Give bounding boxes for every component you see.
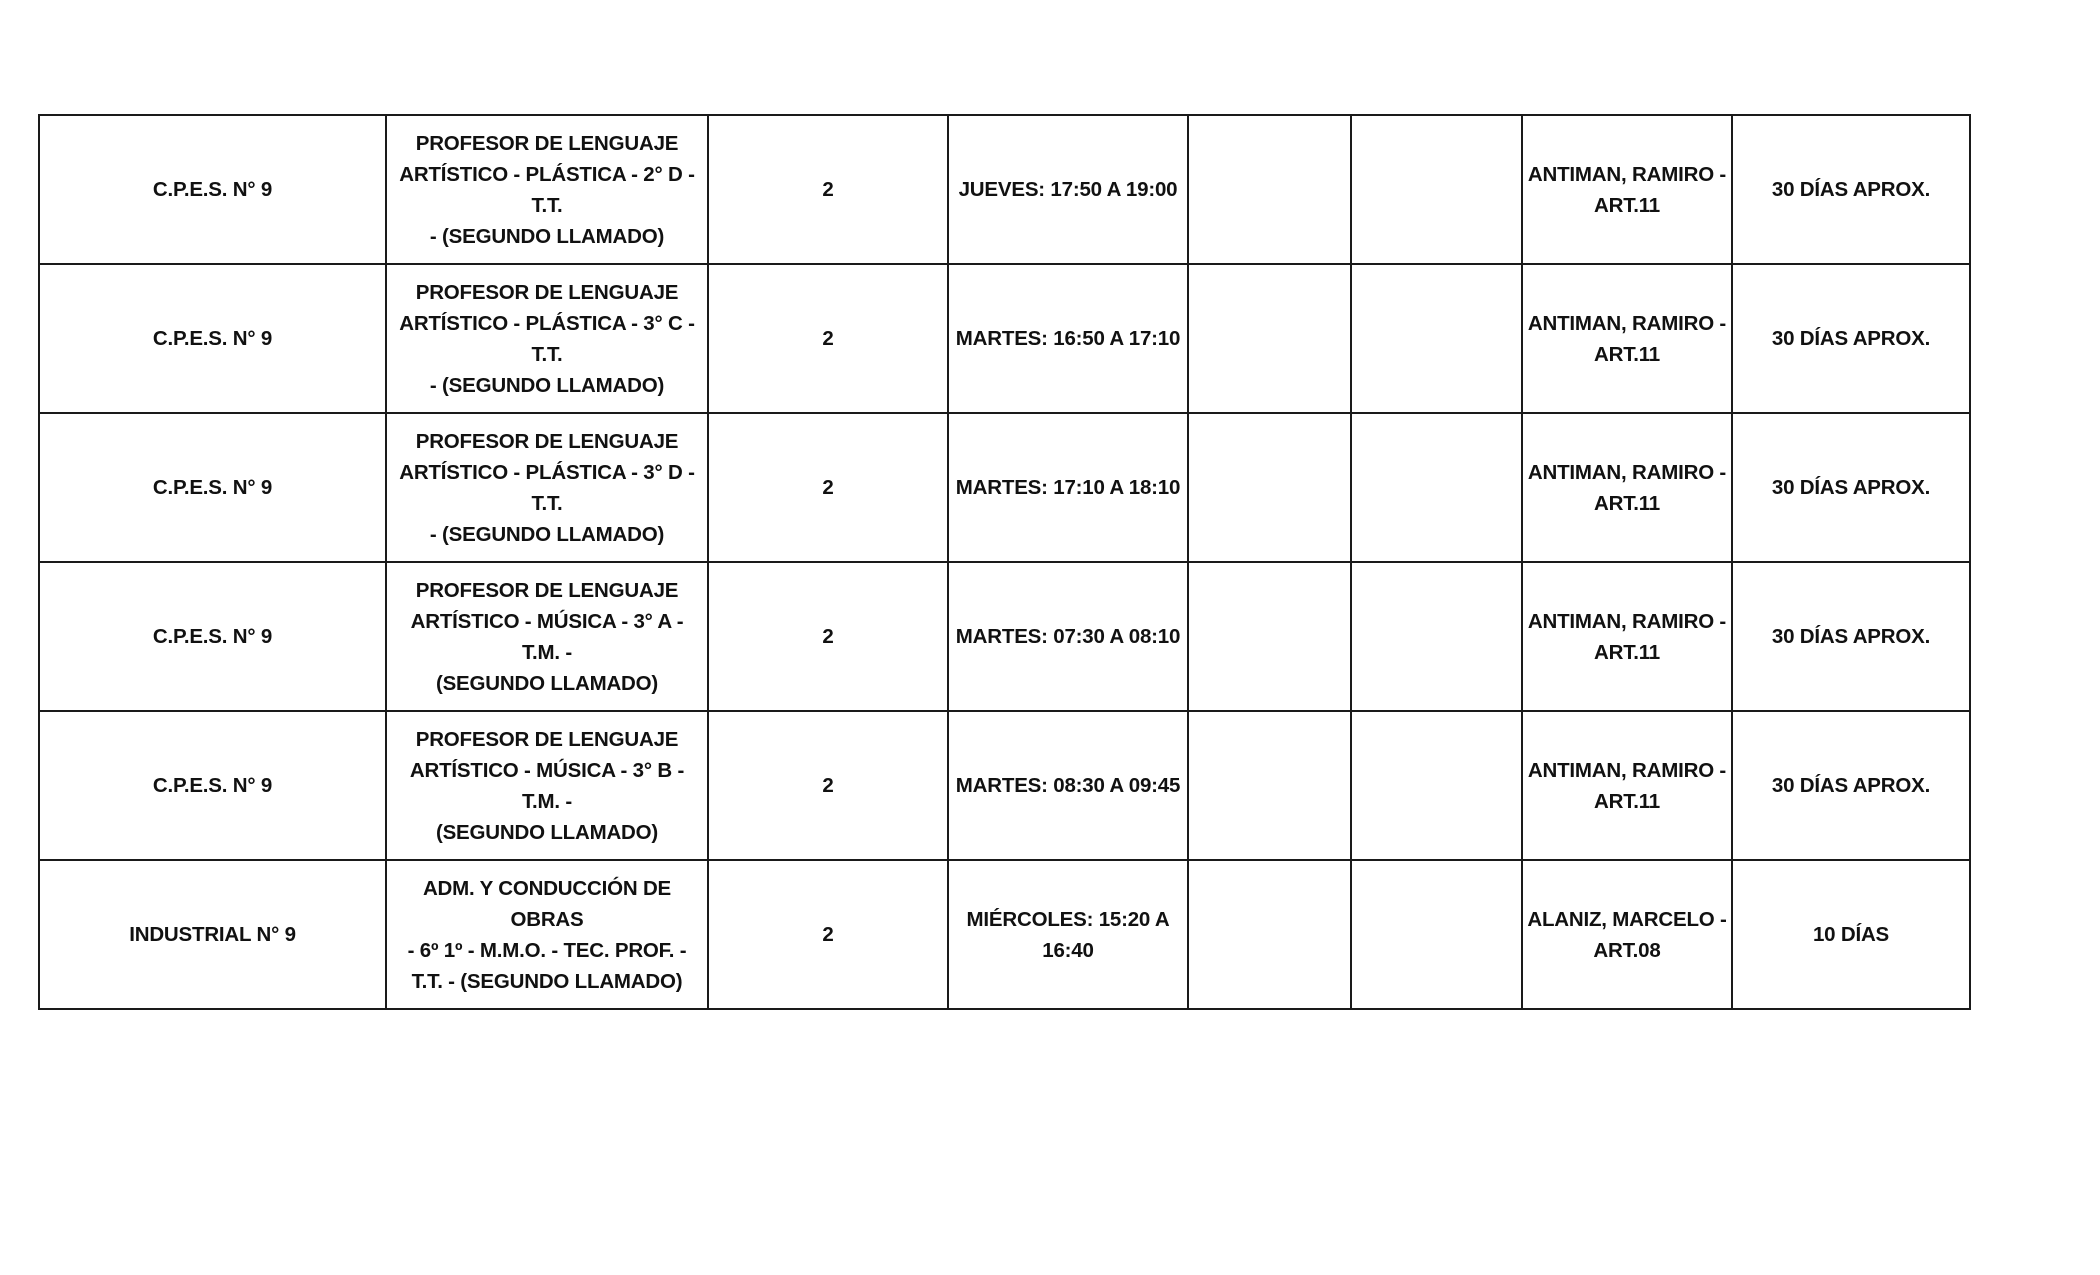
hours-cell: 2 (708, 413, 948, 562)
position-line: (SEGUNDO LLAMADO) (435, 820, 659, 844)
table-row (39, 413, 1970, 562)
position-line: - (SEGUNDO LLAMADO) (429, 373, 665, 397)
empty-cell (1351, 264, 1522, 413)
position-line: ADM. Y CONDUCCIÓN DE OBRAS (422, 876, 672, 931)
school-cell: INDUSTRIAL N° 9 (39, 860, 386, 1009)
vacancies-table (38, 114, 1971, 1010)
table-row (39, 264, 1970, 413)
replaced-teacher-cell (1522, 413, 1732, 562)
position-line: (SEGUNDO LLAMADO) (435, 671, 659, 695)
position-cell (386, 264, 708, 413)
position-line: ARTÍSTICO - PLÁSTICA - 2° D - T.T. (399, 162, 695, 217)
empty-cell (1351, 711, 1522, 860)
replaced-line: ANTIMAN, RAMIRO - (1527, 609, 1727, 633)
schedule-cell (948, 264, 1188, 413)
schedule-line: MARTES: 16:50 A 17:10 (955, 327, 1181, 350)
hours-cell: 2 (708, 860, 948, 1009)
position-line: ARTÍSTICO - PLÁSTICA - 3° D - T.T. (399, 460, 695, 515)
duration-cell: 30 DÍAS APROX. (1732, 264, 1970, 413)
duration-cell: 30 DÍAS APROX. (1732, 413, 1970, 562)
empty-cell (1351, 115, 1522, 264)
replaced-teacher-cell (1522, 115, 1732, 264)
schedule-cell (948, 413, 1188, 562)
duration-cell: 30 DÍAS APROX. (1732, 562, 1970, 711)
position-line: - 6º 1º - M.M.O. - TEC. PROF. - (407, 938, 687, 962)
empty-cell (1351, 860, 1522, 1009)
schedule-line: MARTES: 17:10 A 18:10 (955, 476, 1181, 499)
replaced-line: ANTIMAN, RAMIRO - (1527, 162, 1727, 186)
table-row (39, 711, 1970, 860)
replaced-line: ART.11 (1593, 193, 1661, 217)
position-line: ARTÍSTICO - MÚSICA - 3° A - T.M. - (410, 609, 684, 664)
position-line: - (SEGUNDO LLAMADO) (429, 224, 665, 248)
empty-cell (1188, 115, 1351, 264)
position-cell (386, 413, 708, 562)
empty-cell (1188, 413, 1351, 562)
duration-cell: 10 DÍAS (1732, 860, 1970, 1009)
hours-cell: 2 (708, 711, 948, 860)
position-line: T.T. - (SEGUNDO LLAMADO) (411, 969, 683, 993)
schedule-cell (948, 562, 1188, 711)
replaced-line: ANTIMAN, RAMIRO - (1527, 758, 1727, 782)
duration-cell: 30 DÍAS APROX. (1732, 711, 1970, 860)
position-cell (386, 562, 708, 711)
position-line: PROFESOR DE LENGUAJE (415, 280, 679, 304)
position-cell (386, 115, 708, 264)
replaced-line: ART.08 (1593, 938, 1661, 962)
table-row (39, 115, 1970, 264)
school-cell: C.P.E.S. N° 9 (39, 413, 386, 562)
position-line: ARTÍSTICO - PLÁSTICA - 3° C - T.T. (399, 311, 695, 366)
replaced-line: ANTIMAN, RAMIRO - (1527, 460, 1727, 484)
school-cell: C.P.E.S. N° 9 (39, 115, 386, 264)
hours-cell: 2 (708, 115, 948, 264)
position-line: - (SEGUNDO LLAMADO) (429, 522, 665, 546)
empty-cell (1188, 860, 1351, 1009)
position-line: PROFESOR DE LENGUAJE (415, 131, 679, 155)
schedule-line: MARTES: 07:30 A 08:10 (955, 625, 1181, 648)
schedule-cell (948, 860, 1188, 1009)
empty-cell (1351, 413, 1522, 562)
school-cell: C.P.E.S. N° 9 (39, 711, 386, 860)
table-row (39, 562, 1970, 711)
hours-cell: 2 (708, 264, 948, 413)
school-cell: C.P.E.S. N° 9 (39, 562, 386, 711)
schedule-cell (948, 115, 1188, 264)
replaced-line: ANTIMAN, RAMIRO - (1527, 311, 1727, 335)
schedule-line: MIÉRCOLES: 15:20 A (966, 907, 1170, 931)
position-line: PROFESOR DE LENGUAJE (415, 727, 679, 751)
schedule-line: JUEVES: 17:50 A 19:00 (958, 178, 1178, 201)
empty-cell (1188, 711, 1351, 860)
position-line: PROFESOR DE LENGUAJE (415, 429, 679, 453)
replaced-line: ALANIZ, MARCELO - (1527, 907, 1727, 931)
schedule-cell (948, 711, 1188, 860)
position-cell (386, 711, 708, 860)
replaced-teacher-cell (1522, 264, 1732, 413)
duration-cell: 30 DÍAS APROX. (1732, 115, 1970, 264)
schedule-line: MARTES: 08:30 A 09:45 (955, 774, 1181, 797)
position-line: PROFESOR DE LENGUAJE (415, 578, 679, 602)
replaced-line: ART.11 (1593, 491, 1661, 515)
empty-cell (1188, 264, 1351, 413)
table-body (39, 115, 1970, 1009)
position-line: ARTÍSTICO - MÚSICA - 3° B - T.M. - (409, 758, 685, 813)
replaced-teacher-cell (1522, 562, 1732, 711)
empty-cell (1351, 562, 1522, 711)
hours-cell: 2 (708, 562, 948, 711)
replaced-line: ART.11 (1593, 789, 1661, 813)
replaced-teacher-cell (1522, 860, 1732, 1009)
replaced-teacher-cell (1522, 711, 1732, 860)
schedule-line: 16:40 (1042, 938, 1094, 962)
empty-cell (1188, 562, 1351, 711)
table-row (39, 860, 1970, 1009)
replaced-line: ART.11 (1593, 342, 1661, 366)
position-cell (386, 860, 708, 1009)
school-cell: C.P.E.S. N° 9 (39, 264, 386, 413)
replaced-line: ART.11 (1593, 640, 1661, 664)
